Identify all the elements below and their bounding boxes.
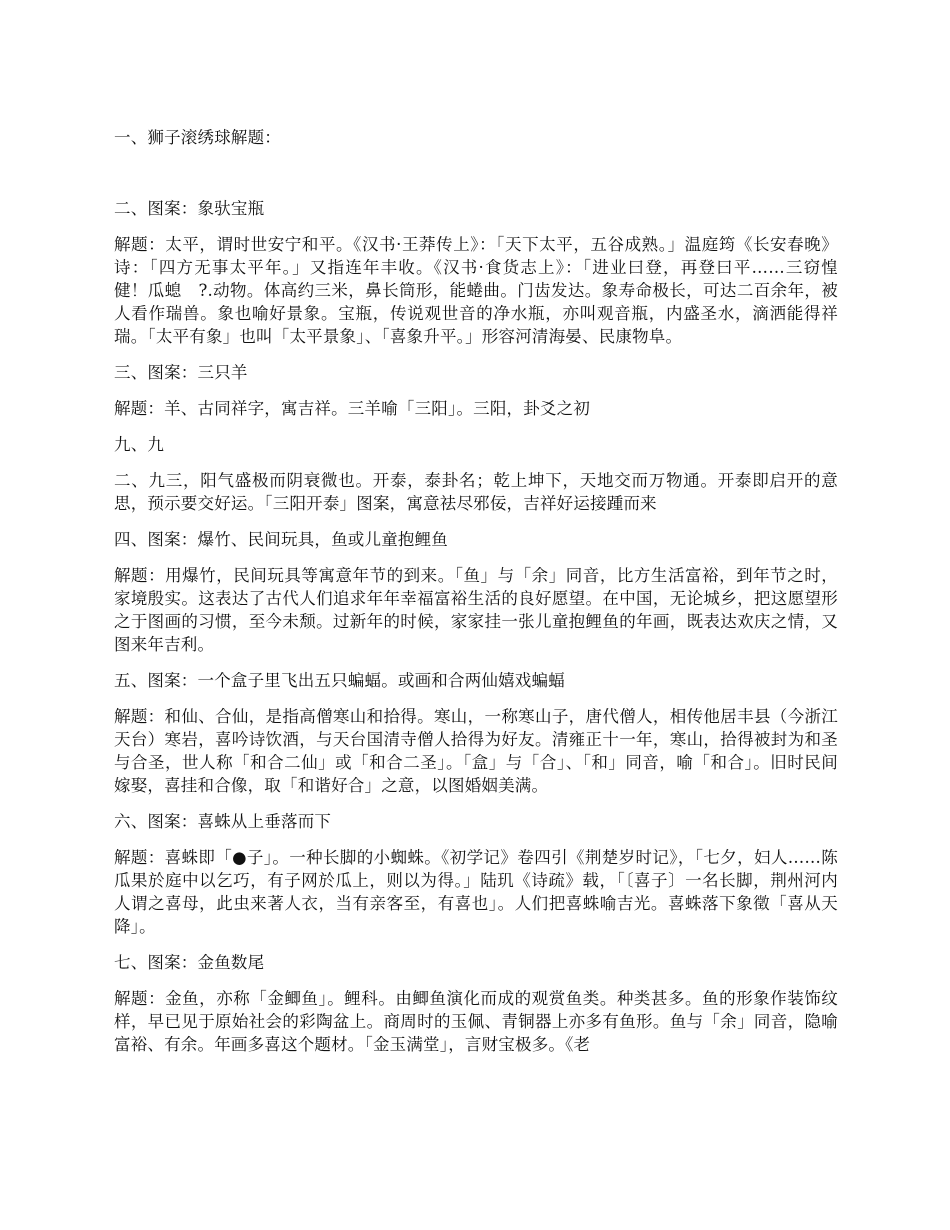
section-paragraph-9: 二、九三，阳气盛极而阴衰微也。开泰，泰卦名；乾上坤下，天地交而万物通。开泰即启开的意思，预示要交好运。「三阳开泰」图案，寓意祛尽邪佞，吉祥好运接踵而来 (114, 471, 838, 513)
section-paragraph-2: 解题：太平，谓时世安宁和平。《汉书·王莽传上》：「天下太平，五谷成熟。」温庭筠《长安春晚》诗：「四方无事太平年。」又指连年丰收。《汉书·食货志上》：「进业曰登，再登曰平……三窃惶 健！瓜螅 ?.动物。体高约三米，鼻长筒形，能蜷曲。门齿发达。象寿命极长，可达二百余年，被人看作瑞兽。象也喻好景象。宝瓶，传说观世音的净水瓶，亦叫观音瓶，内盛圣水，滴洒能得祥瑞。「太平有象」也叫「太平景象」、「喜象升平。」形容河清海晏、民康物阜。 (114, 235, 855, 346)
section-heading-2: 二、图案：象驮宝瓶 (114, 199, 265, 218)
section-paragraph-7: 解题：金鱼，亦称「金鲫鱼」。鲤科。由鲫鱼演化而成的观赏鱼类。种类甚多。鱼的形象作装饰纹样，早已见于原始社会的彩陶盆上。商周时的玉佩、青铜器上亦多有鱼形。鱼与「余」同音，隐喻富裕、有余。年画多喜这个题材。「金玉满堂」，言财宝极多。《老 (114, 989, 838, 1054)
section-heading-3: 三、图案：三只羊 (114, 363, 248, 382)
section-paragraph-4: 解题：用爆竹，民间玩具等寓意年节的到来。「鱼」与「余」同音，比方生活富裕，到年节之时，家境殷实。这表达了古代人们追求年年幸福富裕生活的良好愿望。在中国，无论城乡，把这愿望形之于图画的习惯，至今未颓。过新年的时候，家家挂一张儿童抱鲤鱼的年画，既表达欢庆之情，又图来年吉利。 (114, 566, 838, 654)
section-heading-4: 四、图案：爆竹、民间玩具，鱼或儿童抱鲤鱼 (114, 530, 448, 549)
section-heading-6: 六、图案：喜蛛从上垂落而下 (114, 812, 332, 831)
section-paragraph-5: 解题：和仙、合仙，是指高僧寒山和拾得。寒山，一称寒山子，唐代僧人，相传他居丰县（今浙江天台）寒岩，喜吟诗饮酒，与天台国清寺僧人拾得为好友。清雍正十一年，寒山，拾得被封为和圣与合圣，世人称「和合二仙」或「和合二圣」。「盒」与「合」、「和」同音，喻「和合」。旧时民间嫁娶，喜挂和合像，取「和谐好合」之意，以图婚姻美满。 (114, 707, 838, 795)
section-paragraph-3: 解题：羊、古同祥字，寓吉祥。三羊喻「三阳」。三阳，卦爻之初 (114, 399, 591, 418)
section-heading-9: 九、九 (114, 435, 165, 454)
document-body (114, 126, 855, 1069)
section-paragraph-6: 解题：喜蛛即「●子」。一种长脚的小蜘蛛。《初学记》卷四引《荆楚岁时记》，「七夕，妇人……陈瓜果於庭中以乞巧，有子网於瓜上，则以为得。」陆玑《诗疏》载，「〔喜子〕一名长脚，荆州河内人谓之喜母，此虫来著人衣，当有亲客至，有喜也」。人们把喜蛛喻吉光。喜蛛落下象徵「喜从天降」。 (114, 848, 838, 936)
section-heading-1: 一、狮子滚绣球解题： (114, 128, 281, 147)
section-heading-5: 五、图案：一个盒子里飞出五只蝙蝠。或画和合两仙嬉戏蝙蝠 (114, 671, 565, 690)
section-heading-7: 七、图案：金鱼数尾 (114, 953, 265, 972)
